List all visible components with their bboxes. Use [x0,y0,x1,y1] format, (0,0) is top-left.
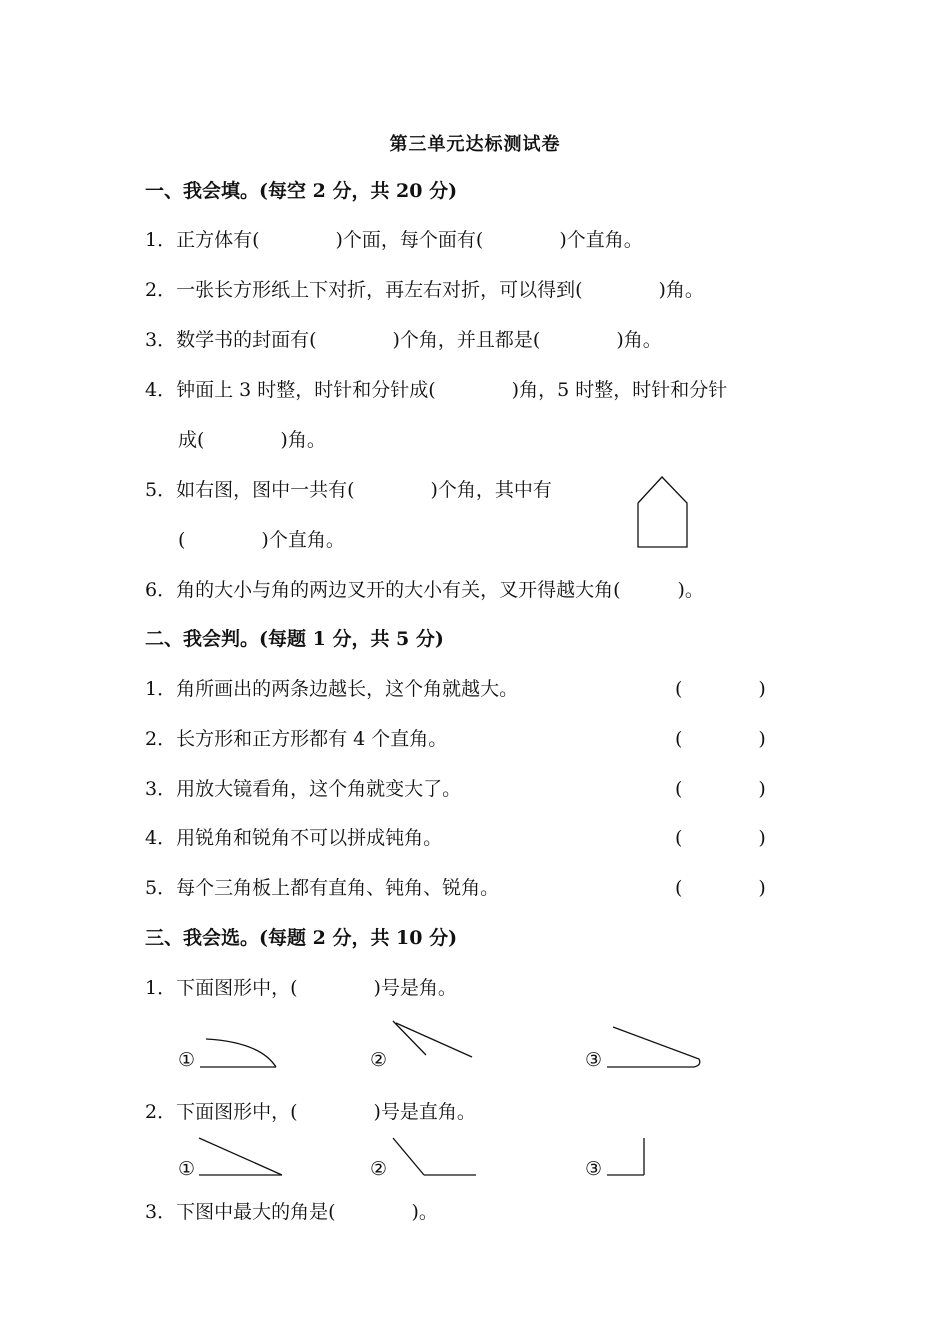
section3-heading: 三、我会选。(每题 2 分，共 10 分) [145,927,458,949]
s3-question-2: 2．下面图形中，( )号是直角。 [145,1101,476,1123]
s1-question-2: 2．一张长方形纸上下对折，再左右对折，可以得到( )角。 [145,279,704,301]
s3q1-option-label-3[interactable]: ③ [585,1049,603,1071]
s3q1-figure-2 [392,1020,476,1060]
section1-heading: 一、我会填。(每空 2 分，共 20 分) [145,180,458,202]
s1-question-5-line2: ( )个直角。 [178,529,345,551]
s3q2-option-label-2[interactable]: ② [370,1158,388,1180]
s2-item-2: 2．长方形和正方形都有 4 个直角。 [145,728,448,750]
s3q2-figure-3 [606,1137,650,1179]
s3q2-option-label-3[interactable]: ③ [585,1158,603,1180]
s2-answer-blank-5[interactable]: ( ) [675,877,766,899]
s1-question-1: 1．正方体有( )个面，每个面有( )个直角。 [145,229,643,251]
house-pentagon-figure [637,476,689,548]
s1-question-4-line2: 成( )角。 [178,429,326,451]
s2-answer-blank-2[interactable]: ( ) [675,728,766,750]
s1-question-5-line1: 5．如右图，图中一共有( )个角，其中有 [145,479,552,501]
page-title: 第三单元达标测试卷 [389,134,561,155]
s2-item-1: 1．角所画出的两条边越长，这个角就越大。 [145,678,519,700]
s2-item-3: 3．用放大镜看角，这个角就变大了。 [145,778,462,800]
s3q2-figure-2 [392,1137,482,1179]
s1-question-4-line1: 4．钟面上 3 时整，时针和分针成( )角，5 时整，时针和分针 [145,379,728,401]
house-outline [638,477,687,547]
s3-question-3: 3．下图中最大的角是( )。 [145,1201,438,1223]
s2-answer-blank-1[interactable]: ( ) [675,678,766,700]
s3q1-option-label-1[interactable]: ① [178,1049,196,1071]
s2-item-4: 4．用锐角和锐角不可以拼成钝角。 [145,827,443,849]
s2-answer-blank-3[interactable]: ( ) [675,778,766,800]
s2-answer-blank-4[interactable]: ( ) [675,827,766,849]
s3q1-figure-1 [200,1038,280,1070]
s2-item-5: 5．每个三角板上都有直角、钝角、锐角。 [145,877,500,899]
s3-question-1: 1．下面图形中，( )号是角。 [145,977,457,999]
s1-question-6: 6．角的大小与角的两边叉开的大小有关，叉开得越大角( )。 [145,579,704,601]
s3q2-figure-1 [198,1137,288,1179]
s3q1-option-label-2[interactable]: ② [370,1049,388,1071]
s3q1-figure-3 [606,1026,702,1070]
s3q2-option-label-1[interactable]: ① [178,1158,196,1180]
s1-question-3: 3．数学书的封面有( )个角，并且都是( )角。 [145,329,662,351]
section2-heading: 二、我会判。(每题 1 分，共 5 分) [145,628,444,650]
